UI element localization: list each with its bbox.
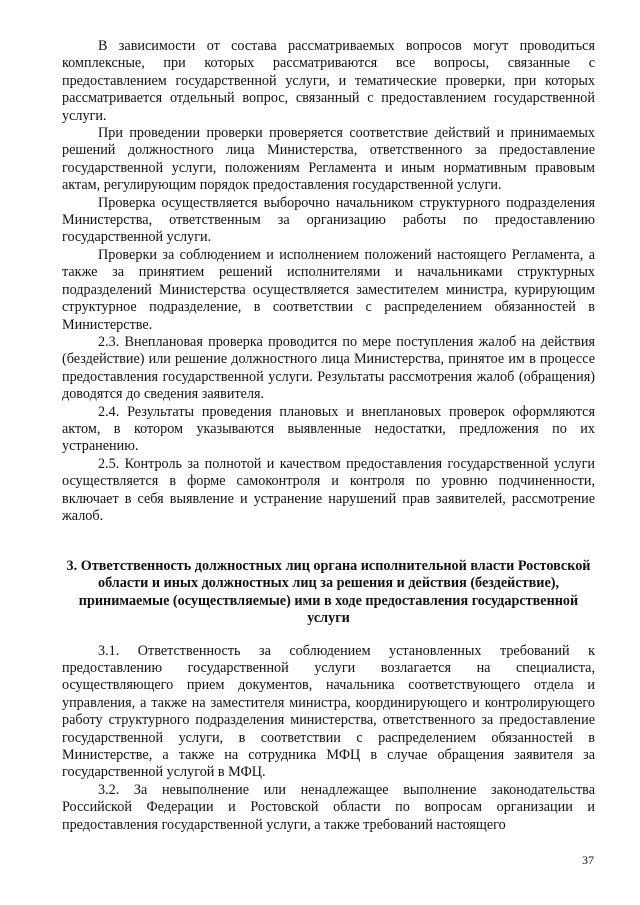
paragraph-selective-check: Проверка осуществляется выборочно начальником структурного подразделения Министерства, ответственным за организацию работы по предоставлению государственной услуги. [62,194,595,246]
paragraph-3-1-responsibility: 3.1. Ответственность за соблюдением установленных требований к предоставлению государственной услуги возлагается на специалиста, осуществляющего прием документов, начальника соответствующего отдела и управления, а также на заместителя министра, координирующего и контролирующего работу структурного подразделения министерства, ответственного за предоставление государственной услуги, в соответствии с распределением обязанностей в Министерстве, а также на сотрудника МФЦ в случае обращения заявителя за государственной услугой в МФЦ. [62,642,595,781]
body-text-top [62,38,595,525]
paragraph-2-3-unscheduled-check: 2.3. Внеплановая проверка проводится по мере поступления жалоб на действия (бездействие) или решение должностного лица Министерства, принятое им в процессе предоставления государственной услуги. Результаты рассмотрения жалоб (обращения) доводятся до сведения заявителя. [62,333,595,403]
paragraph-scope-of-checks: В зависимости от состава рассматриваемых вопросов могут проводиться комплексные, при которых рассматриваются все вопросы, связанные с предоставлением государственной услуги, и тематические проверки, при которых рассматривается отдельный вопрос, связанный с предоставлением государственной услуги. [62,38,595,124]
section-3-text [62,643,595,834]
page-number: 37 [582,853,594,867]
paragraph-check-content: При проведении проверки проверяется соответствие действий и принимаемых решений должностного лица Министерства, ответственного за предоставление государственной услуги, положениям Регламента и иным нормативным правовым актам, регулирующим порядок предоставления государственной услуги. [62,125,595,194]
paragraph-2-4-check-results: 2.4. Результаты проведения плановых и внеплановых проверок оформляются актом, в котором указываются выявленные недостатки, предложения по их устранению. [62,403,595,455]
section-3-heading: 3. Ответственность должностных лиц органа исполнительной власти Ростовской области и иных должностных лиц за решения и действия (бездействие), принимаемые (осуществляемые) ими в ходе предоставления государственной услуги [66,558,591,627]
paragraph-deputy-minister-checks: Проверки за соблюдением и исполнением положений настоящего Регламента, а также за принятием решений исполнителями и начальниками структурных подразделений Министерства осуществляется заместителем министра, курирующим структурное подразделение, в соответствии с распределением обязанностей в Министерстве. [62,246,595,333]
paragraph-3-2-violations: 3.2. За невыполнение или ненадлежащее выполнение законодательства Российской Федерации и Ростовской области по вопросам организации и предоставления государственной услуги, а также требований настоящего [62,781,595,833]
section-3 [62,558,595,834]
paragraph-2-5-quality-control: 2.5. Контроль за полнотой и качеством предоставления государственной услуги осуществляется в форме самоконтроля и контроля по уровню подчиненности, включает в себя выявление и устранение нарушений прав заявителей, рассмотрение жалоб. [62,455,595,524]
